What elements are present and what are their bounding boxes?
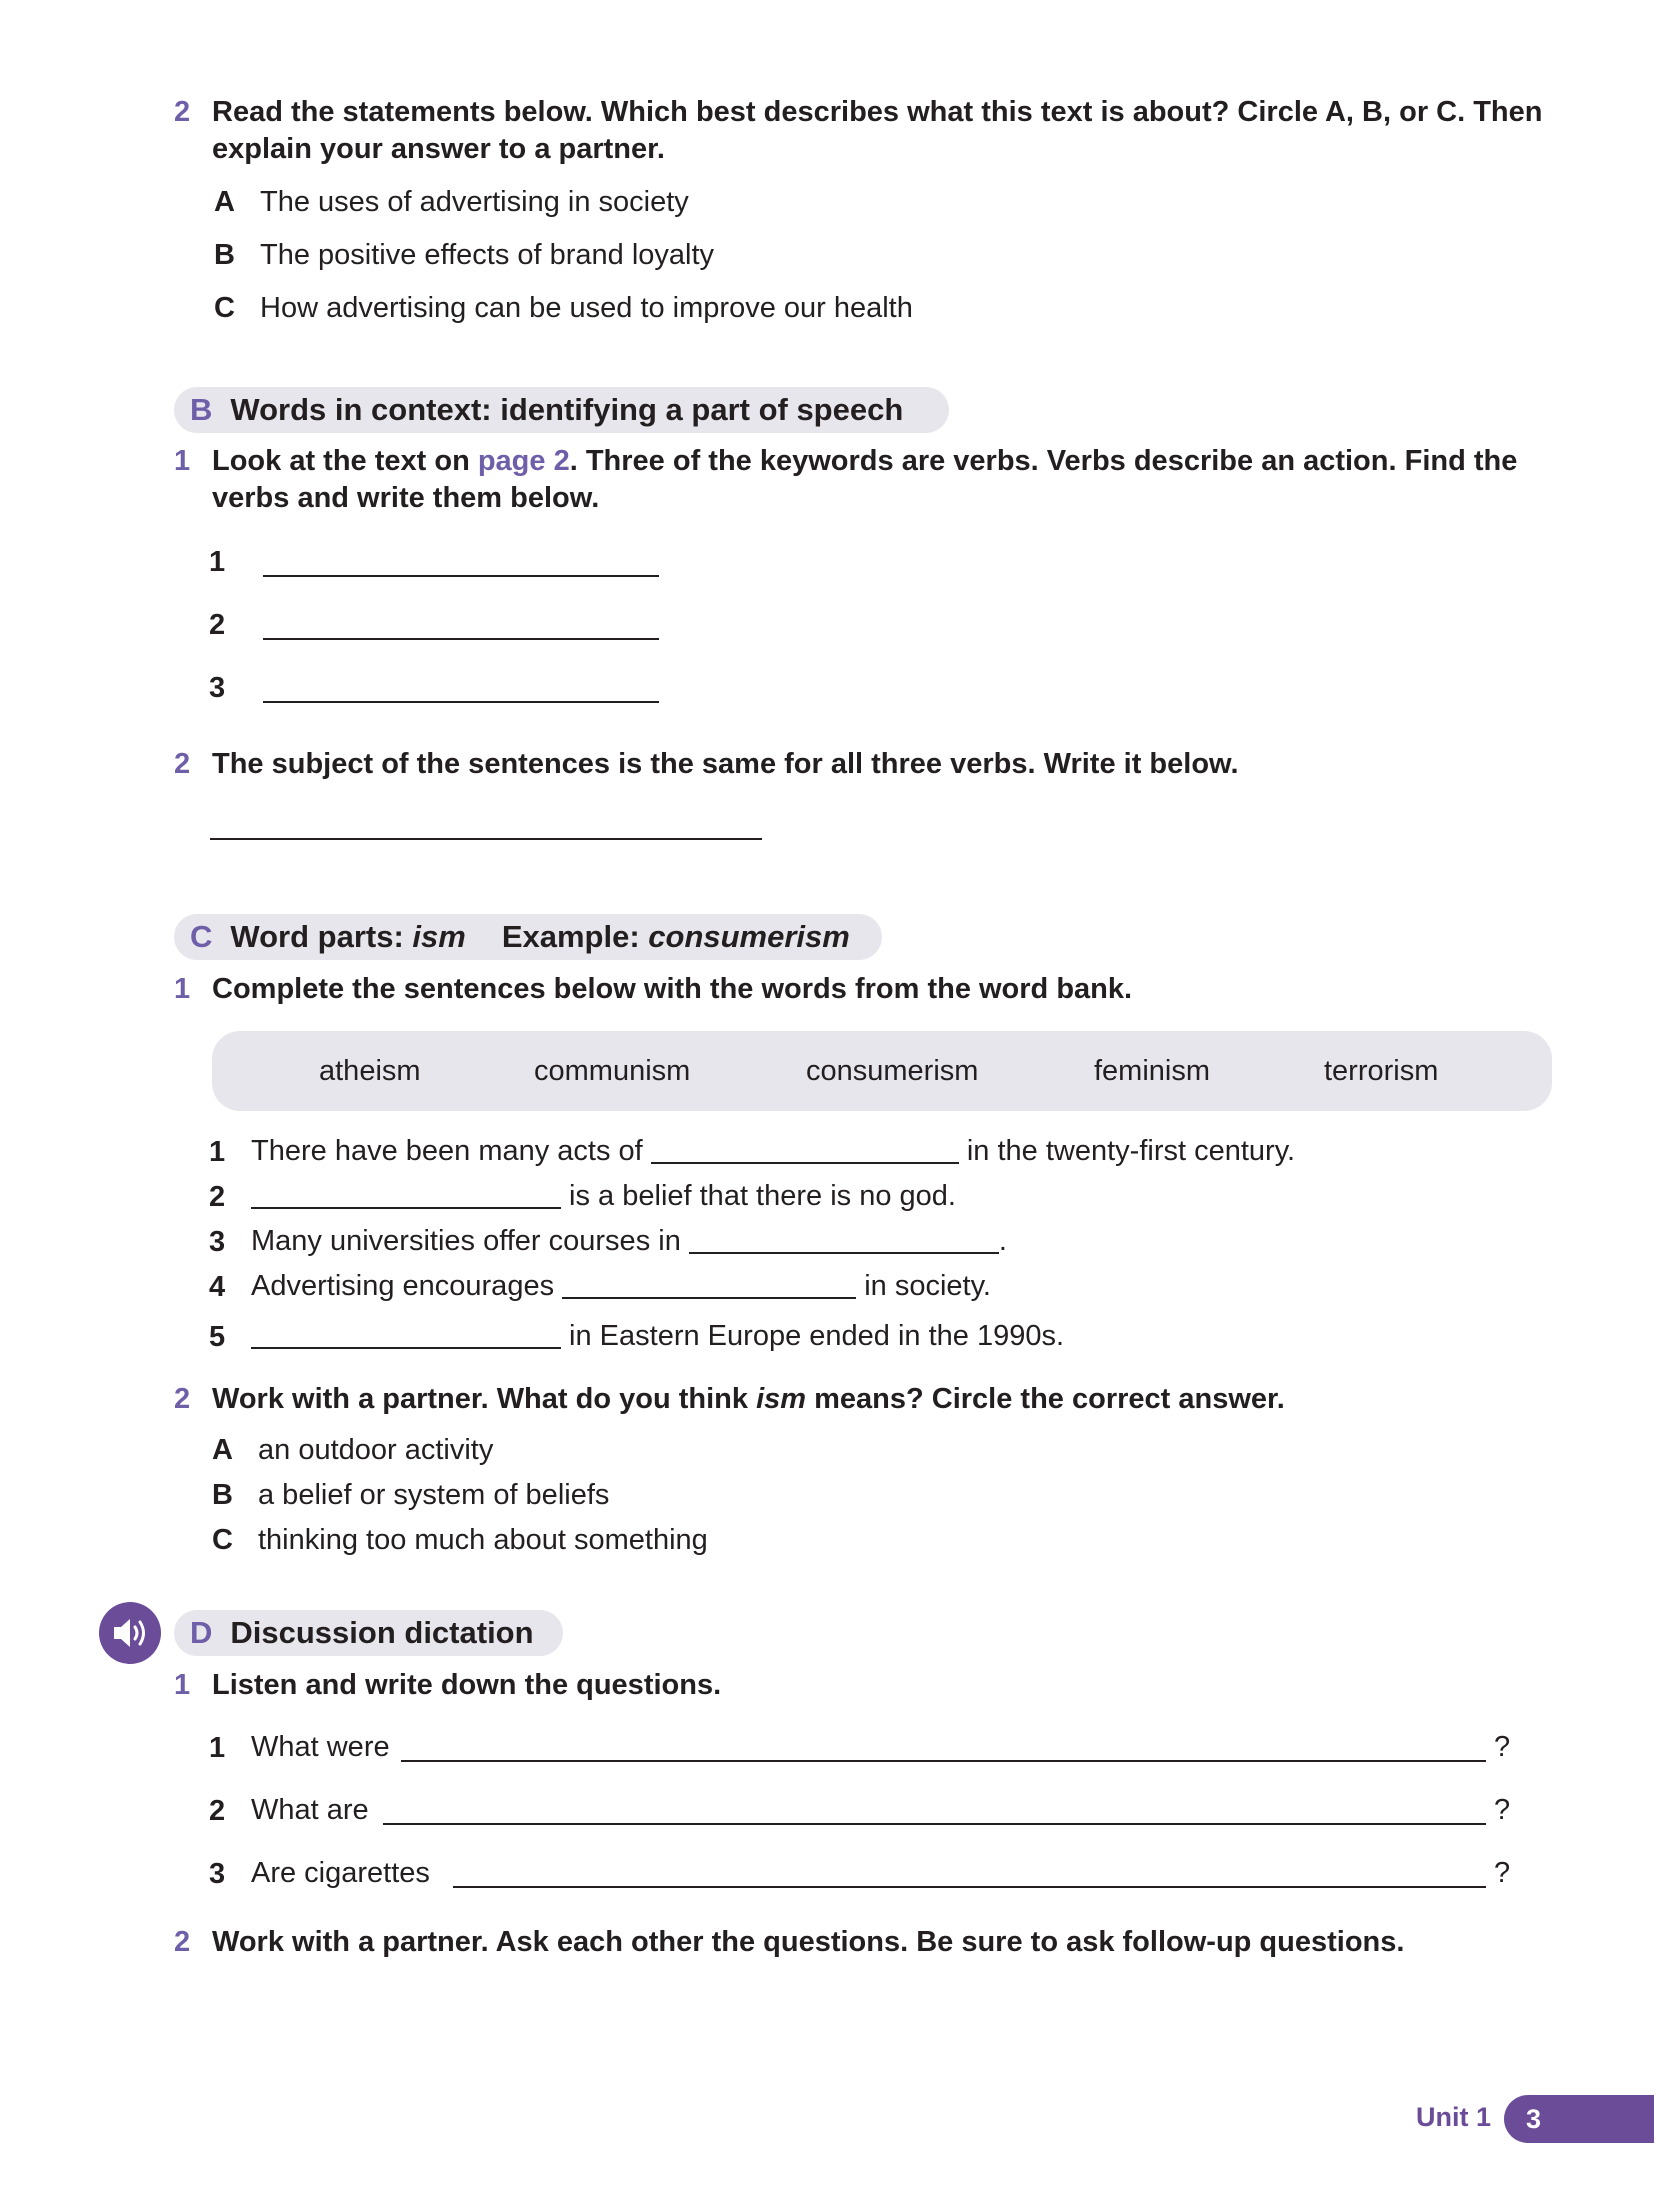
question-mark: ? <box>1494 1857 1511 1889</box>
answer-line[interactable] <box>263 575 659 577</box>
section-letter: B <box>190 392 213 427</box>
section-title-ism: ism <box>412 919 466 954</box>
question-text: Complete the sentences below with the words from the word bank. <box>212 973 1133 1005</box>
sentence-text: in society. <box>856 1270 991 1302</box>
section-header-b <box>174 387 949 433</box>
sentence-number: 1 <box>209 1136 226 1168</box>
section-example: Example: <box>501 919 649 954</box>
option-text: an outdoor activity <box>258 1434 494 1466</box>
answer-line[interactable] <box>263 638 659 640</box>
sentence-text: Many universities offer courses in <box>251 1225 689 1257</box>
answer-line[interactable] <box>263 701 659 703</box>
word-bank-item: consumerism <box>806 1055 979 1087</box>
fill-blank[interactable] <box>251 1319 561 1349</box>
word-bank-item: atheism <box>319 1055 421 1087</box>
option-text: The positive effects of brand loyalty <box>260 239 715 271</box>
option-letter: B <box>212 1479 233 1511</box>
question-text: The subject of the sentences is the same for all three verbs. Write it below. <box>212 748 1239 780</box>
section-title: Words in context: identifying a part of speech <box>230 392 904 427</box>
fill-blank[interactable] <box>651 1134 959 1164</box>
question-number: 2 <box>174 1926 191 1958</box>
sentence <box>251 1133 1295 1169</box>
sentence-text: Advertising encourages <box>251 1270 563 1302</box>
fill-blank[interactable] <box>562 1269 856 1299</box>
question-text-ism: ism <box>756 1383 807 1415</box>
question-text-line2: verbs and write them below. <box>212 482 600 514</box>
option-letter: B <box>214 239 235 271</box>
sentence-text: . <box>998 1225 1007 1257</box>
question-number: 2 <box>174 96 191 128</box>
option-letter: A <box>214 186 235 218</box>
speaker-icon[interactable] <box>99 1602 161 1664</box>
option-text: a belief or system of beliefs <box>258 1479 610 1511</box>
question-number: 2 <box>174 1383 191 1415</box>
sentence <box>251 1318 1064 1354</box>
dictation-prompt: What are <box>251 1794 369 1826</box>
question-text-line1 <box>212 443 1517 480</box>
section-example-word: consumerism <box>648 919 850 954</box>
question-text: . Three of the keywords are verbs. Verbs describe an action. Find the <box>569 445 1518 477</box>
question-text-line2: explain your answer to a partner. <box>212 133 665 165</box>
section-letter: D <box>190 1615 213 1650</box>
option-text: The uses of advertising in society <box>260 186 689 218</box>
section-letter: C <box>190 919 213 954</box>
question-text: Listen and write down the questions. <box>212 1669 722 1701</box>
question-number: 1 <box>174 973 191 1005</box>
word-bank-item: terrorism <box>1324 1055 1439 1087</box>
dictation-prompt: Are cigarettes <box>251 1857 430 1889</box>
dictation-line[interactable] <box>401 1760 1486 1762</box>
word-bank <box>212 1031 1552 1111</box>
fill-blank[interactable] <box>689 1224 999 1254</box>
dictation-line[interactable] <box>383 1823 1486 1825</box>
question-text-line1: Read the statements below. Which best describes what this text is about? Circle A, B, or C. Then <box>212 96 1543 128</box>
answer-number: 2 <box>209 609 226 641</box>
sentence-number: 5 <box>209 1321 226 1353</box>
sentence <box>251 1178 956 1214</box>
page-number-tab <box>1504 2095 1654 2143</box>
answer-number: 3 <box>209 672 226 704</box>
section-title: Discussion dictation <box>230 1615 534 1650</box>
option-text: thinking too much about something <box>258 1524 708 1556</box>
question-number: 1 <box>174 1669 191 1701</box>
section-title: Word parts: <box>230 919 413 954</box>
option-letter: C <box>212 1524 233 1556</box>
speaker-icon-glyph <box>110 1615 150 1651</box>
question-text <box>212 1381 1285 1418</box>
option-letter: A <box>212 1434 233 1466</box>
sentence-number: 2 <box>209 1181 226 1213</box>
sentence-number: 3 <box>209 1226 226 1258</box>
option-text: How advertising can be used to improve our health <box>260 292 913 324</box>
option-letter: C <box>214 292 235 324</box>
page-number: 3 <box>1526 2104 1542 2134</box>
sentence-number: 4 <box>209 1271 226 1303</box>
dictation-line[interactable] <box>453 1886 1486 1888</box>
question-text: Look at the text on <box>212 445 478 477</box>
section-header-d <box>174 1610 563 1656</box>
dictation-prompt: What were <box>251 1731 390 1763</box>
answer-line[interactable] <box>210 838 762 840</box>
sentence <box>251 1223 1007 1259</box>
question-text: means? Circle the correct answer. <box>806 1383 1285 1415</box>
section-header-c <box>174 914 882 960</box>
question-text: Work with a partner. Ask each other the questions. Be sure to ask follow-up questions. <box>212 1926 1405 1958</box>
question-mark: ? <box>1494 1794 1511 1826</box>
word-bank-item: communism <box>534 1055 691 1087</box>
question-number: 1 <box>174 445 191 477</box>
question-number: 2 <box>174 748 191 780</box>
dictation-number: 3 <box>209 1858 226 1890</box>
sentence <box>251 1268 991 1304</box>
word-bank-item: feminism <box>1094 1055 1211 1087</box>
unit-label: Unit 1 <box>1416 2102 1492 2132</box>
page-link[interactable]: page 2 <box>477 445 570 477</box>
fill-blank[interactable] <box>251 1179 561 1209</box>
dictation-number: 1 <box>209 1732 226 1764</box>
question-text: Work with a partner. What do you think <box>212 1383 757 1415</box>
sentence-text: in Eastern Europe ended in the 1990s. <box>561 1320 1065 1352</box>
answer-number: 1 <box>209 546 226 578</box>
question-mark: ? <box>1494 1731 1511 1763</box>
sentence-text: is a belief that there is no god. <box>561 1180 956 1212</box>
dictation-number: 2 <box>209 1795 226 1827</box>
sentence-text: in the twenty-first century. <box>958 1135 1296 1167</box>
sentence-text: There have been many acts of <box>251 1135 651 1167</box>
